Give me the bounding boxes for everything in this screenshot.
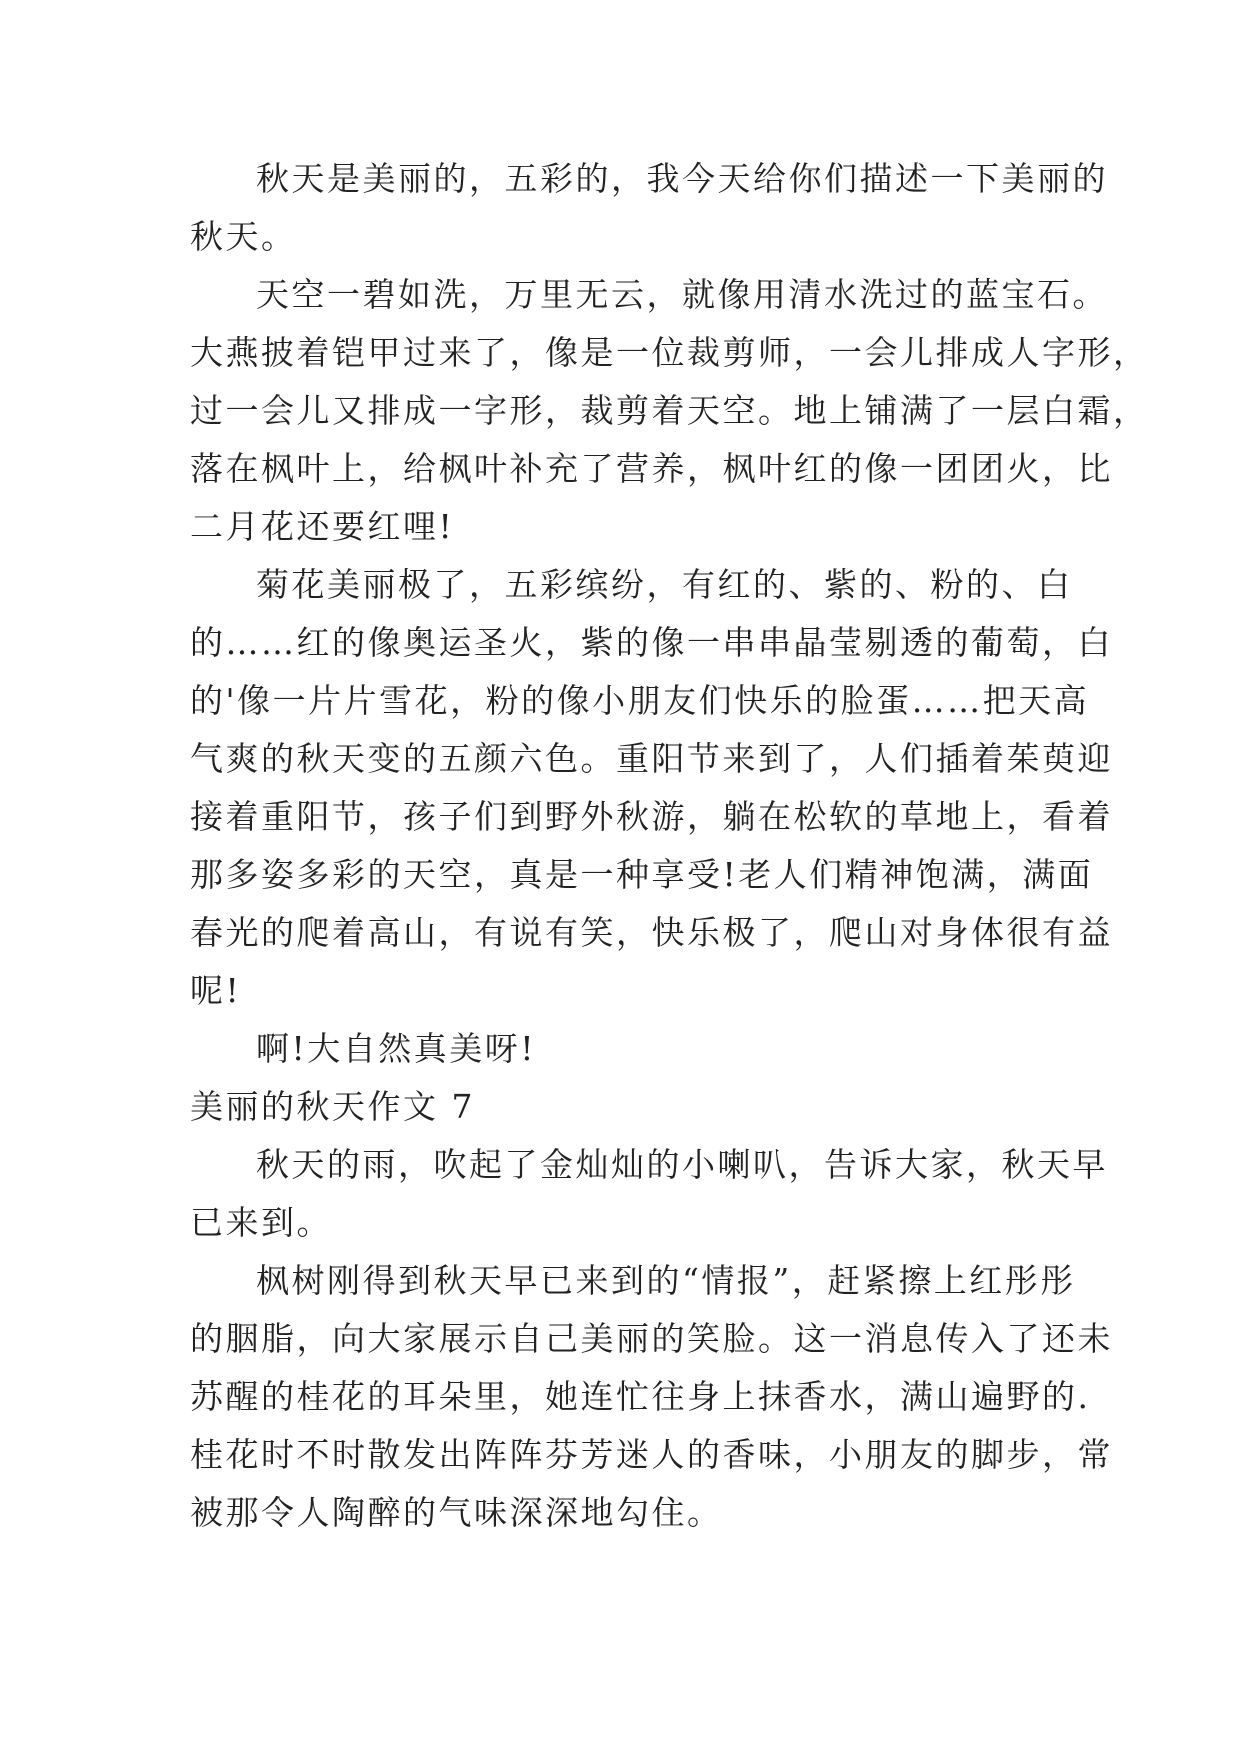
text-line: 春光的爬着高山，有说有笑，快乐极了，爬山对身体很有益 bbox=[190, 913, 1113, 952]
document-body bbox=[190, 150, 1149, 1542]
text-line: 被那令人陶醉的气味深深地勾住。 bbox=[190, 1493, 723, 1532]
text-line: 过一会儿又排成一字形，裁剪着天空。地上铺满了一层白霜， bbox=[190, 391, 1149, 430]
text-line: 桂花时不时散发出阵阵芬芳迷人的香味，小朋友的脚步，常 bbox=[190, 1435, 1113, 1474]
text-line: 大燕披着铠甲过来了，像是一位裁剪师，一会儿排成人字形， bbox=[190, 333, 1149, 372]
text-line: 的胭脂，向大家展示自己美丽的笑脸。这一消息传入了还未 bbox=[190, 1319, 1113, 1358]
text-line: 的'像一片片雪花，粉的像小朋友们快乐的脸蛋……把天高 bbox=[190, 681, 1090, 720]
text-line: 秋天的雨，吹起了金灿灿的小喇叭，告诉大家，秋天早 bbox=[256, 1145, 1108, 1184]
text-line: 那多姿多彩的天空，真是一种享受!老人们精神饱满，满面 bbox=[190, 855, 1094, 894]
text-line: 的……红的像奥运圣火，紫的像一串串晶莹剔透的葡萄，白 bbox=[190, 623, 1113, 662]
text-line: 已来到。 bbox=[190, 1203, 332, 1242]
text-line: 菊花美丽极了，五彩缤纷，有红的、紫的、粉的、白 bbox=[256, 565, 1073, 604]
text-line: 呢! bbox=[190, 971, 242, 1010]
text-line: 气爽的秋天变的五颜六色。重阳节来到了，人们插着茱萸迎 bbox=[190, 739, 1113, 778]
text-line: 天空一碧如洗，万里无云，就像用清水洗过的蓝宝石。 bbox=[256, 275, 1108, 314]
text-line: 啊!大自然真美呀! bbox=[256, 1029, 537, 1068]
text-line: 美丽的秋天作文 7 bbox=[190, 1087, 475, 1126]
text-line: 秋天。 bbox=[190, 217, 297, 256]
text-line: 苏醒的桂花的耳朵里，她连忙往身上抹香水，满山遍野的. bbox=[190, 1377, 1091, 1416]
text-line: 秋天是美丽的，五彩的，我今天给你们描述一下美丽的 bbox=[256, 159, 1108, 198]
text-line: 枫树刚得到秋天早已来到的“情报”，赶紧擦上红彤彤 bbox=[256, 1261, 1076, 1300]
text-line: 二月花还要红哩! bbox=[190, 507, 455, 546]
text-line: 落在枫叶上，给枫叶补充了营养，枫叶红的像一团团火，比 bbox=[190, 449, 1113, 488]
text-line: 接着重阳节，孩子们到野外秋游，躺在松软的草地上，看着 bbox=[190, 797, 1113, 836]
